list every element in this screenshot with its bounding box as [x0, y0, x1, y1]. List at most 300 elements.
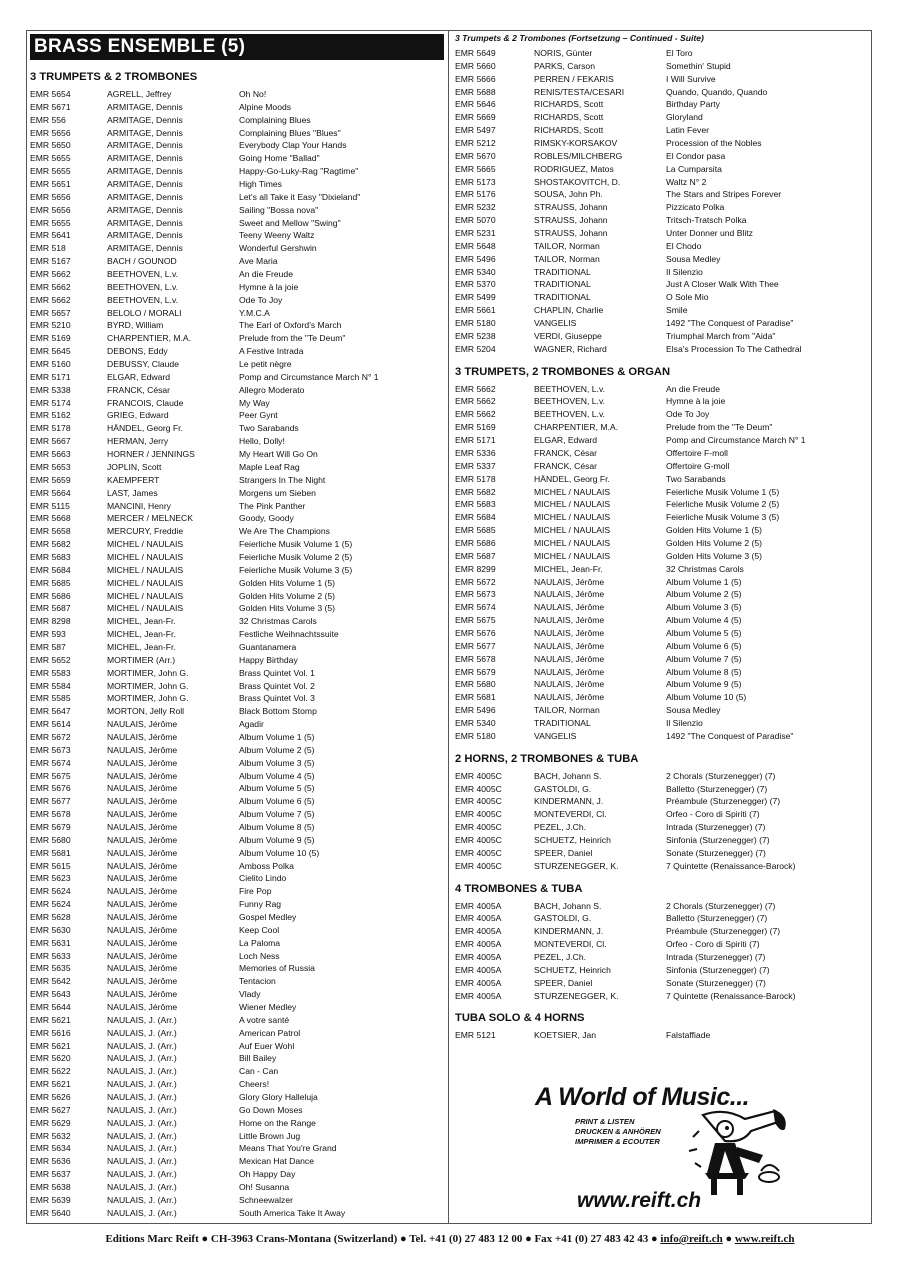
catalog-entry	[30, 680, 444, 693]
catalog-number: EMR 8299	[455, 563, 496, 574]
work-title: A votre santé	[239, 1014, 290, 1025]
catalog-number: EMR 5643	[30, 989, 71, 1000]
catalog-entry	[30, 975, 444, 988]
catalog-entry	[455, 201, 870, 214]
catalog-entry	[455, 795, 870, 808]
composer: MICHEL / NAULAIS	[107, 590, 184, 601]
composer: MORTIMER, John G.	[107, 680, 189, 691]
catalog-number: EMR 5665	[455, 163, 496, 174]
work-title: El Toro	[666, 48, 693, 58]
composer: ARMITAGE, Dennis	[107, 204, 183, 215]
composer: TRADITIONAL	[534, 266, 591, 277]
composer: FRANCOIS, Claude	[107, 397, 184, 408]
composer: SPEER, Daniel	[534, 977, 593, 988]
composer: MONTEVERDI, Cl.	[534, 809, 607, 820]
catalog-number: EMR 5655	[30, 217, 71, 228]
work-title: Offertoire G-moll	[666, 460, 730, 471]
catalog-number: EMR 4005C	[455, 809, 502, 820]
work-title: Golden Hits Volume 3 (5)	[666, 550, 763, 561]
composer: LAST, James	[107, 487, 158, 498]
section-heading: TUBA SOLO & 4 HORNS	[455, 1012, 585, 1025]
work-title: The Pink Panther	[239, 500, 306, 511]
work-title: Golden Hits Volume 2 (5)	[666, 537, 763, 548]
composer: KINDERMANN, J.	[534, 926, 604, 937]
catalog-entry	[30, 1052, 444, 1065]
catalog-number: EMR 5685	[30, 577, 71, 588]
footer-email-link[interactable]: info@reift.ch	[660, 1233, 723, 1245]
catalog-number: EMR 5121	[455, 1030, 496, 1041]
ad-line-imprimer: IMPRIMER & ECOUTER	[575, 1137, 660, 1146]
catalog-number: EMR 5634	[30, 1143, 71, 1154]
work-title: Quando, Quando, Quando	[666, 86, 768, 97]
catalog-number: EMR 5679	[455, 666, 496, 677]
work-title: Il Silenzio	[666, 717, 703, 728]
composer: NAULAIS, Jérôme	[107, 860, 178, 871]
composer: NAULAIS, J. (Arr.)	[107, 1130, 177, 1141]
catalog-entry	[30, 281, 444, 294]
work-title: Balletto (Sturzenegger) (7)	[666, 913, 768, 924]
work-title: Glory Glory Halleluja	[239, 1092, 318, 1103]
catalog-entry	[30, 461, 444, 474]
catalog-entry	[455, 98, 870, 111]
catalog-number: EMR 5679	[30, 821, 71, 832]
work-title: Latin Fever	[666, 125, 709, 136]
work-title: Préambule (Sturzenegger) (7)	[666, 926, 781, 937]
composer: NAULAIS, Jérôme	[107, 744, 178, 755]
composer: MICHEL / NAULAIS	[534, 525, 611, 536]
catalog-number: EMR 5499	[455, 292, 496, 303]
work-title: Fire Pop	[239, 886, 272, 897]
composer: GASTOLDI, G.	[534, 783, 592, 794]
work-title: Album Volume 10 (5)	[239, 847, 320, 858]
composer: NAULAIS, J. (Arr.)	[107, 1207, 177, 1218]
catalog-number: EMR 5173	[455, 176, 496, 187]
composer: NAULAIS, Jérôme	[534, 692, 605, 703]
work-title: Album Volume 7 (5)	[239, 809, 315, 820]
composer: PEZEL, J.Ch.	[534, 822, 587, 833]
catalog-number: EMR 5676	[30, 783, 71, 794]
composer: SHOSTAKOVITCH, D.	[534, 176, 621, 187]
catalog-number: EMR 5660	[455, 60, 496, 71]
work-title: Feierliche Musik Volume 3 (5)	[666, 512, 780, 523]
catalog-entry	[455, 163, 870, 176]
composer: STURZENEGGER, K.	[534, 860, 619, 871]
composer: MICHEL, Jean-Fr.	[107, 616, 176, 627]
section-heading: 3 TRUMPETS, 2 TROMBONES & ORGAN	[455, 365, 671, 378]
composer: NAULAIS, Jérôme	[107, 912, 178, 922]
composer: NAULAIS, Jérôme	[107, 886, 178, 897]
composer: NAULAIS, Jérôme	[107, 989, 178, 1000]
catalog-number: EMR 5167	[30, 256, 71, 267]
work-title: Bill Bailey	[239, 1053, 277, 1064]
composer: MORTIMER (Arr.)	[107, 654, 176, 665]
ad-website[interactable]: www.reift.ch	[577, 1189, 702, 1212]
footer-website-link[interactable]: www.reift.ch	[734, 1233, 795, 1245]
work-title: Album Volume 8 (5)	[666, 666, 742, 677]
catalog-entry	[30, 667, 444, 680]
catalog-entry	[30, 178, 444, 191]
composer: HERMAN, Jerry	[107, 436, 169, 447]
catalog-entry	[455, 434, 870, 447]
music-character-illustration-icon	[685, 1107, 795, 1202]
catalog-number: EMR 5671	[30, 101, 71, 112]
composer: MICHEL / NAULAIS	[107, 577, 184, 588]
section-heading: 2 HORNS, 2 TROMBONES & TUBA	[455, 752, 639, 765]
catalog-number: EMR 5180	[455, 730, 496, 741]
work-title: An die Freude	[666, 383, 720, 394]
catalog-entry	[455, 808, 870, 821]
composer: BEETHOVEN, L.v.	[107, 294, 178, 305]
catalog-number: EMR 5622	[30, 1066, 71, 1077]
work-title: Le petit nègre	[239, 359, 292, 370]
catalog-entry	[455, 150, 870, 163]
catalog-entry	[30, 500, 444, 513]
catalog-list	[30, 88, 444, 1220]
catalog-entry	[455, 912, 870, 925]
catalog-number: EMR 5682	[30, 539, 71, 550]
catalog-number: EMR 5238	[455, 330, 496, 341]
catalog-number: EMR 5336	[455, 447, 496, 458]
composer: FRANCK, César	[107, 384, 171, 395]
composer: DEBONS, Eddy	[107, 346, 168, 357]
composer: SOUSA, John Ph.	[534, 189, 603, 200]
catalog-number: EMR 5656	[30, 204, 71, 215]
composer: TRADITIONAL	[534, 292, 591, 303]
work-title: Memories of Russia	[239, 963, 315, 974]
composer: PERREN / FEKARIS	[534, 73, 614, 84]
composer: KINDERMANN, J.	[534, 796, 604, 807]
composer: NAULAIS, Jérôme	[534, 615, 605, 626]
catalog-number: EMR 5638	[30, 1182, 71, 1193]
catalog-entry	[30, 1065, 444, 1078]
composer: NAULAIS, Jérôme	[107, 770, 178, 781]
catalog-entry	[30, 139, 444, 152]
composer: PEZEL, J.Ch.	[534, 952, 587, 962]
work-title: Little Brown Jug	[239, 1130, 301, 1141]
composer: WAGNER, Richard	[534, 343, 607, 354]
catalog-entry	[30, 731, 444, 744]
catalog-entry	[455, 460, 870, 473]
work-title: Sinfonia (Sturzenegger) (7)	[666, 834, 770, 845]
catalog-entry	[30, 924, 444, 937]
catalog-entry	[30, 268, 444, 281]
catalog-entry	[30, 564, 444, 577]
work-title: A Festive Intrada	[239, 346, 304, 357]
composer: SCHUETZ, Heinrich	[534, 964, 611, 975]
composer: NAULAIS, J. (Arr.)	[107, 1117, 177, 1128]
composer: NAULAIS, J. (Arr.)	[107, 1104, 177, 1115]
work-title: Il Silenzio	[666, 266, 703, 277]
composer: GASTOLDI, G.	[534, 913, 592, 924]
composer: FRANCK, César	[534, 460, 598, 471]
catalog-number: EMR 5684	[30, 564, 71, 575]
composer: VANGELIS	[534, 730, 577, 741]
work-title: Hello, Dolly!	[239, 436, 285, 447]
work-title: 7 Quintette (Renaissance-Barock)	[666, 860, 796, 871]
work-title: Teeny Weeny Waltz	[239, 230, 315, 241]
catalog-number: EMR 5626	[30, 1092, 71, 1103]
catalog-number: EMR 5669	[455, 112, 496, 123]
composer: STRAUSS, Johann	[534, 228, 608, 239]
work-title: Brass Quintet Vol. 3	[239, 693, 315, 704]
catalog-number: EMR 518	[30, 243, 66, 254]
page-title: BRASS ENSEMBLE (5)	[30, 34, 444, 60]
composer: NAULAIS, Jérôme	[534, 576, 605, 587]
work-title: Album Volume 4 (5)	[239, 770, 315, 781]
catalog-number: EMR 5337	[455, 460, 496, 471]
catalog-number: EMR 5675	[30, 770, 71, 781]
work-title: Y.M.C.A	[239, 307, 270, 318]
catalog-number: EMR 5621	[30, 1040, 71, 1051]
work-title: Oh! Susanna	[239, 1182, 290, 1193]
column-divider	[448, 30, 449, 1224]
catalog-number: EMR 5630	[30, 924, 71, 935]
composer: ARMITAGE, Dennis	[107, 191, 183, 202]
catalog-number: EMR 4005A	[455, 939, 502, 950]
composer: MERCER / MELNECK	[107, 513, 193, 524]
work-title: South America Take It Away	[239, 1207, 346, 1218]
right-sections	[455, 32, 870, 1042]
catalog-number: EMR 5668	[30, 513, 71, 524]
catalog-number: EMR 5646	[455, 99, 496, 110]
catalog-number: EMR 5616	[30, 1027, 71, 1038]
catalog-entry	[30, 538, 444, 551]
composer: BELOLO / MORALI	[107, 307, 182, 318]
catalog-number: EMR 5637	[30, 1169, 71, 1180]
catalog-number: EMR 5684	[455, 512, 496, 523]
composer: RICHARDS, Scott	[534, 125, 604, 136]
catalog-entry	[30, 409, 444, 422]
catalog-entry	[30, 988, 444, 1001]
catalog-number: EMR 5629	[30, 1117, 71, 1128]
catalog-number: EMR 5656	[30, 127, 71, 138]
catalog-entry	[455, 938, 870, 951]
catalog-number: EMR 5178	[455, 473, 496, 484]
work-title: 32 Christmas Carols	[239, 616, 317, 627]
catalog-number: EMR 5204	[455, 343, 496, 354]
catalog-number: EMR 4005C	[455, 834, 502, 845]
catalog-number: EMR 5645	[30, 346, 71, 357]
work-title: We Are The Champions	[239, 526, 330, 537]
composer: CHAPLIN, Charlie	[534, 305, 604, 316]
catalog-number: EMR 5652	[30, 654, 71, 665]
catalog-number: EMR 5340	[455, 266, 496, 277]
catalog-entry	[455, 408, 870, 421]
work-title: Alpine Moods	[239, 101, 292, 112]
catalog-number: EMR 5655	[30, 166, 71, 177]
work-title: Brass Quintet Vol. 2	[239, 680, 315, 691]
composer: TAILOR, Norman	[534, 253, 600, 264]
catalog-entry	[30, 345, 444, 358]
catalog-entry	[455, 383, 870, 396]
catalog-number: EMR 5688	[455, 86, 496, 97]
composer: JOPLIN, Scott	[107, 461, 162, 472]
catalog-number: EMR 5677	[455, 640, 496, 651]
work-title: Triumphal March from "Aida"	[666, 330, 776, 341]
work-title: Complaining Blues "Blues"	[239, 127, 341, 138]
composer: HORNER / JENNINGS	[107, 449, 195, 460]
catalog-number: EMR 4005A	[455, 964, 502, 975]
catalog-entry	[455, 730, 870, 743]
composer: MORTIMER, John G.	[107, 693, 189, 704]
catalog-entry	[30, 615, 444, 628]
catalog-entry	[455, 111, 870, 124]
work-title: Album Volume 8 (5)	[239, 821, 315, 832]
catalog-entry	[455, 770, 870, 783]
catalog-entry	[30, 1027, 444, 1040]
catalog-number: EMR 5628	[30, 912, 71, 922]
catalog-number: EMR 5663	[30, 449, 71, 460]
catalog-entry	[30, 448, 444, 461]
composer: MORTIMER, John G.	[107, 667, 189, 678]
right-column	[455, 30, 870, 1212]
composer: TRADITIONAL	[534, 279, 591, 290]
work-title: Album Volume 3 (5)	[666, 602, 742, 613]
catalog-entry	[30, 628, 444, 641]
catalog-number: EMR 5642	[30, 976, 71, 987]
catalog-entry	[455, 834, 870, 847]
work-title: Two Sarabands	[666, 473, 726, 484]
composer: BACH, Johann S.	[534, 770, 602, 781]
catalog-number: EMR 5676	[455, 627, 496, 638]
catalog-number: EMR 5370	[455, 279, 496, 290]
catalog-entry	[30, 757, 444, 770]
work-title: Wonderful Gershwin	[239, 243, 317, 254]
catalog-entry	[30, 860, 444, 873]
work-title: Two Sarabands	[239, 423, 299, 434]
catalog-number: EMR 5664	[30, 487, 71, 498]
catalog-number: EMR 5670	[455, 150, 496, 161]
catalog-number: EMR 5496	[455, 705, 496, 716]
catalog-entry	[30, 1117, 444, 1130]
work-title: American Patrol	[239, 1027, 301, 1038]
catalog-entry	[455, 977, 870, 990]
composer: RODRIGUEZ, Matos	[534, 163, 614, 174]
work-title: Go Down Moses	[239, 1104, 303, 1115]
catalog-entry	[455, 240, 870, 253]
catalog-entry	[455, 73, 870, 86]
composer: TRADITIONAL	[534, 717, 591, 728]
work-title: Happy Birthday	[239, 654, 298, 665]
catalog-entry	[455, 498, 870, 511]
catalog-entry	[455, 330, 870, 343]
catalog-entry	[30, 1142, 444, 1155]
work-title: Allegro Moderato	[239, 384, 305, 395]
catalog-entry	[455, 473, 870, 486]
work-title: Black Bottom Stomp	[239, 706, 317, 717]
catalog-entry	[30, 1091, 444, 1104]
composer: NAULAIS, J. (Arr.)	[107, 1156, 177, 1167]
catalog-entry	[30, 1194, 444, 1207]
composer: NAULAIS, Jérôme	[534, 602, 605, 613]
work-title: Album Volume 7 (5)	[666, 653, 742, 664]
catalog-entry	[455, 60, 870, 73]
composer: GRIEG, Edward	[107, 410, 169, 421]
ad-line-drucken: DRUCKEN & ANHÖREN	[575, 1127, 661, 1136]
catalog-number: EMR 5624	[30, 886, 71, 897]
catalog-number: EMR 5654	[30, 89, 71, 99]
catalog-entry	[455, 253, 870, 266]
work-title: 2 Chorals (Sturzenegger) (7)	[666, 900, 776, 911]
work-title: Sweet and Mellow "Swing"	[239, 217, 341, 228]
catalog-number: EMR 5070	[455, 215, 496, 226]
catalog-number: EMR 5681	[455, 692, 496, 703]
catalog-number: EMR 4005A	[455, 977, 502, 988]
catalog-entry	[455, 343, 870, 356]
catalog-entry	[30, 101, 444, 114]
advertisement[interactable]	[535, 1077, 795, 1222]
composer: ARMITAGE, Dennis	[107, 127, 183, 138]
composer: NAULAIS, Jérôme	[534, 589, 605, 600]
work-title: Album Volume 2 (5)	[666, 589, 742, 600]
composer: BEETHOVEN, L.v.	[534, 409, 605, 420]
composer: SPEER, Daniel	[534, 847, 593, 858]
work-title: Album Volume 6 (5)	[239, 796, 315, 807]
composer: ARMITAGE, Dennis	[107, 166, 183, 177]
composer: BYRD, William	[107, 320, 164, 331]
work-title: Can - Can	[239, 1066, 279, 1077]
work-title: Let's all Take it Easy "Dixieland"	[239, 191, 361, 202]
catalog-number: EMR 5674	[30, 757, 71, 768]
catalog-entry	[455, 278, 870, 291]
composer: RIMSKY-KORSAKOV	[534, 138, 618, 149]
composer: ROBLES/MILCHBERG	[534, 150, 623, 161]
catalog-entry	[30, 512, 444, 525]
work-title: Strangers In The Night	[239, 474, 326, 485]
catalog-list	[455, 770, 870, 873]
catalog-number: EMR 5672	[455, 576, 496, 587]
work-title: Pizzicato Polka	[666, 202, 725, 213]
catalog-entry	[455, 627, 870, 640]
work-title: Pomp and Circumstance March N° 1	[666, 435, 806, 446]
composer: BEETHOVEN, L.v.	[534, 383, 605, 394]
work-title: Feierliche Musik Volume 2 (5)	[666, 499, 780, 510]
work-title: Home on the Range	[239, 1117, 316, 1128]
work-title: 32 Christmas Carols	[666, 563, 744, 574]
composer: MICHEL / NAULAIS	[534, 512, 611, 523]
work-title: Maple Leaf Rag	[239, 461, 300, 472]
catalog-number: EMR 5662	[455, 383, 496, 394]
work-title: Schneewalzer	[239, 1194, 293, 1205]
composer: BEETHOVEN, L.v.	[534, 396, 605, 407]
composer: MICHEL / NAULAIS	[107, 539, 184, 550]
work-title: Somethin' Stupid	[666, 60, 731, 71]
catalog-number: EMR 5160	[30, 359, 71, 370]
catalog-entry	[30, 1207, 444, 1220]
work-title: Album Volume 5 (5)	[239, 783, 315, 794]
composer: SCHUETZ, Heinrich	[534, 834, 611, 845]
work-title: Procession of the Nobles	[666, 138, 762, 149]
catalog-number: EMR 5176	[455, 189, 496, 200]
work-title: 7 Quintette (Renaissance-Barock)	[666, 990, 796, 1001]
catalog-number: EMR 5672	[30, 731, 71, 742]
catalog-entry	[30, 358, 444, 371]
section-heading: 3 TRUMPETS & 2 TROMBONES	[30, 71, 198, 83]
work-title: Ave Maria	[239, 256, 278, 267]
work-title: Intrada (Sturzenegger) (7)	[666, 822, 766, 833]
catalog-number: EMR 5662	[30, 269, 71, 280]
catalog-entry	[30, 937, 444, 950]
composer: BEETHOVEN, L.v.	[107, 281, 178, 292]
composer: MICHEL / NAULAIS	[534, 499, 611, 510]
work-title: Just A Closer Walk With Thee	[666, 279, 779, 290]
catalog-entry	[30, 294, 444, 307]
work-title: Golden Hits Volume 1 (5)	[239, 577, 336, 588]
composer: ARMITAGE, Dennis	[107, 243, 183, 254]
composer: KOETSIER, Jan	[534, 1030, 597, 1041]
composer: MICHEL / NAULAIS	[534, 550, 611, 561]
composer: ARMITAGE, Dennis	[107, 217, 183, 228]
